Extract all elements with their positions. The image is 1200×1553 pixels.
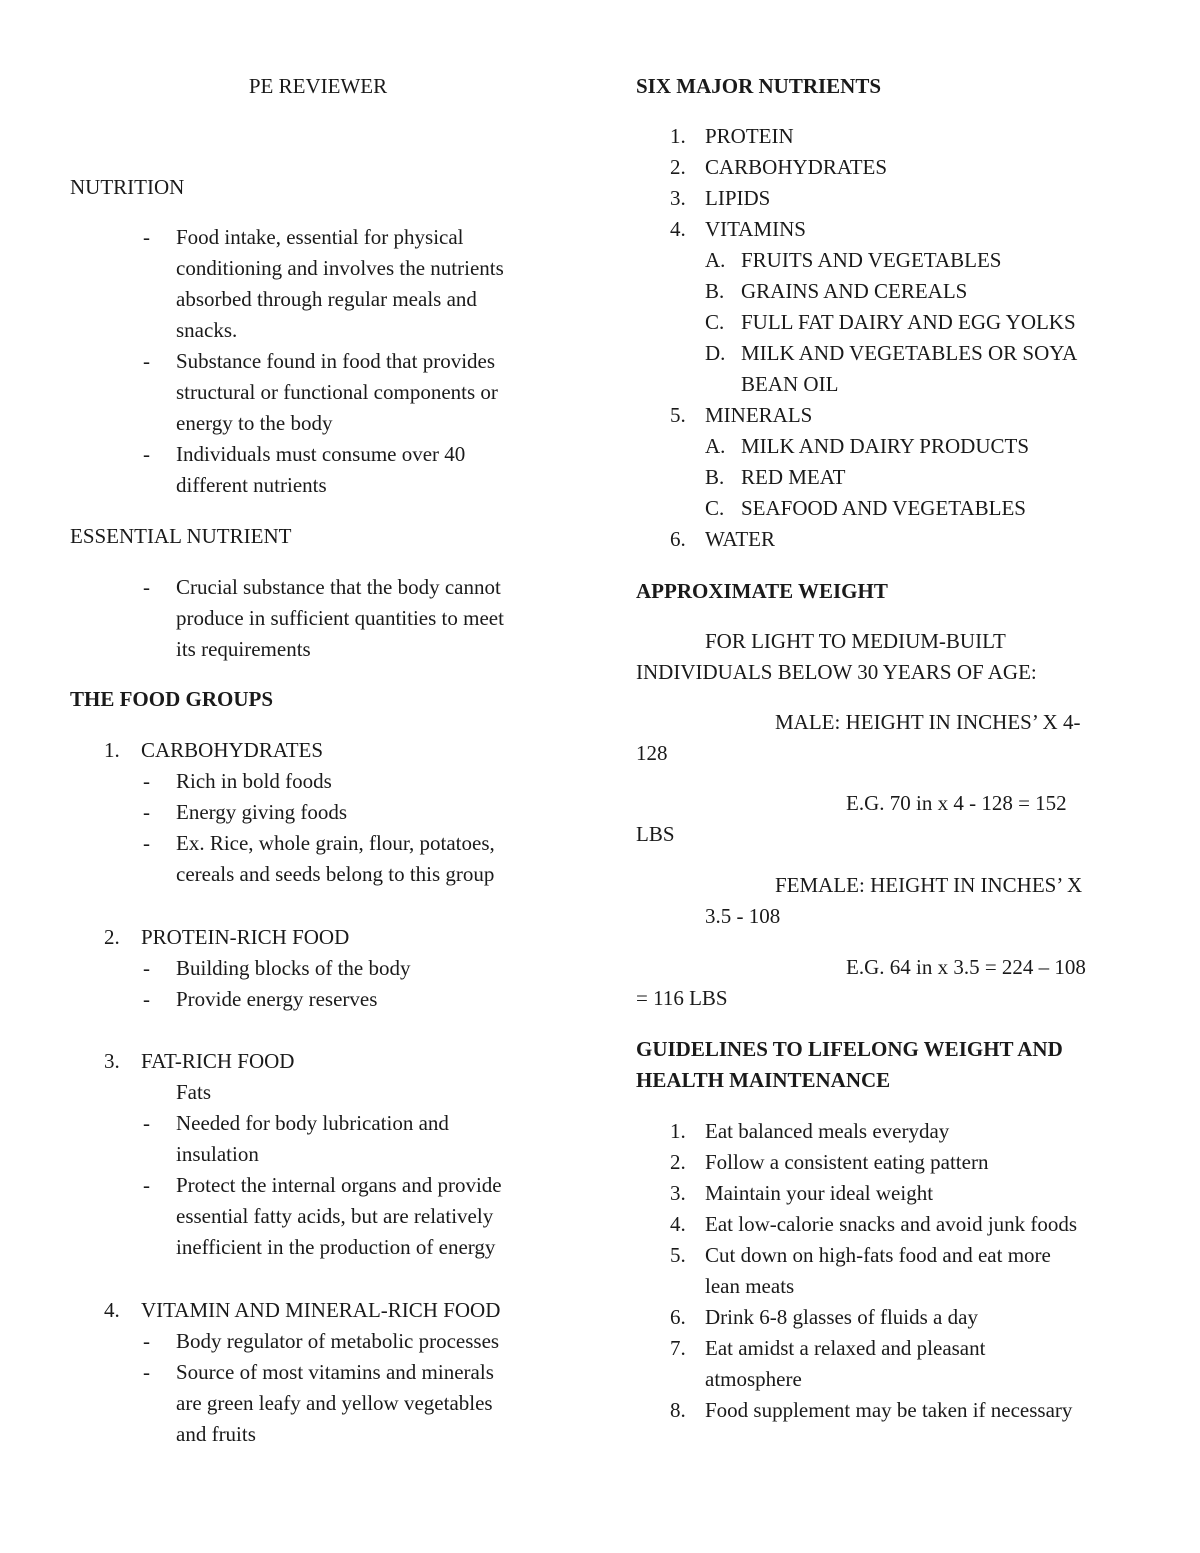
weight-intro: INDIVIDUALS BELOW 30 YEARS OF AGE: (636, 660, 1037, 684)
food-group-item: Protect the internal organs and provide (176, 1173, 502, 1197)
guideline-item: Eat amidst a relaxed and pleasant (705, 1336, 986, 1360)
nutrient-sub-letter: C. (705, 496, 725, 520)
male-weight-formula: 128 (636, 741, 668, 765)
essential-nutrient-item: produce in sufficient quantities to meet (176, 606, 504, 630)
nutrient-name: WATER (705, 527, 775, 551)
guideline-number: 7. (670, 1336, 686, 1360)
food-group-item: Ex. Rice, whole grain, flour, potatoes, (176, 831, 495, 855)
nutrient-sub-item: MILK AND DAIRY PRODUCTS (741, 434, 1030, 458)
essential-nutrient-item: Crucial substance that the body cannot (176, 575, 501, 599)
page-title: PE REVIEWER (248, 74, 388, 98)
food-group-item: Energy giving foods (176, 800, 348, 824)
nutrient-name: VITAMINS (705, 217, 806, 241)
nutrition-item: conditioning and involves the nutrients (176, 256, 504, 280)
nutrient-sub-item: FULL FAT DAIRY AND EGG YOLKS (741, 310, 1076, 334)
male-weight-formula: MALE: HEIGHT IN INCHES’ X 4- (775, 710, 1081, 734)
nutrition-item: Food intake, essential for physical (176, 225, 464, 249)
section-heading-essential-nutrient: ESSENTIAL NUTRIENT (70, 524, 292, 548)
guideline-item: lean meats (705, 1274, 795, 1298)
section-heading-guidelines: HEALTH MAINTENANCE (636, 1068, 891, 1092)
nutrient-sub-letter: C. (705, 310, 725, 334)
food-group-item: are green leafy and yellow vegetables (176, 1391, 493, 1415)
nutrition-item: snacks. (176, 318, 238, 342)
male-weight-example: LBS (636, 822, 675, 846)
food-group-number: 3. (104, 1049, 120, 1073)
nutrient-sub-item: GRAINS AND CEREALS (741, 279, 968, 303)
food-group-name: VITAMIN AND MINERAL-RICH FOOD (141, 1298, 501, 1322)
nutrient-sub-item: FRUITS AND VEGETABLES (741, 248, 1002, 272)
bullet-dash: - (143, 225, 150, 249)
guideline-item: Eat low-calorie snacks and avoid junk foods (705, 1212, 1078, 1236)
nutrient-sub-item: MILK AND VEGETABLES OR SOYA (741, 341, 1078, 365)
nutrient-sub-item: SEAFOOD AND VEGETABLES (741, 496, 1026, 520)
guideline-number: 2. (670, 1150, 686, 1174)
food-group-number: 4. (104, 1298, 120, 1322)
guideline-item: Drink 6-8 glasses of fluids a day (705, 1305, 978, 1329)
nutrient-number: 2. (670, 155, 686, 179)
nutrient-sub-letter: A. (705, 248, 726, 272)
guideline-item: Eat balanced meals everyday (705, 1119, 950, 1143)
food-group-item: essential fatty acids, but are relatively (176, 1204, 494, 1228)
food-group-item: Needed for body lubrication and (176, 1111, 449, 1135)
section-heading-six-major-nutrients: SIX MAJOR NUTRIENTS (636, 74, 882, 98)
nutrition-item: different nutrients (176, 473, 327, 497)
food-group-name: FAT-RICH FOOD (141, 1049, 295, 1073)
food-group-item: inefficient in the production of energy (176, 1235, 496, 1259)
guideline-item: Maintain your ideal weight (705, 1181, 934, 1205)
nutrient-name: MINERALS (705, 403, 813, 427)
essential-nutrient-item: its requirements (176, 637, 311, 661)
nutrient-number: 1. (670, 124, 686, 148)
bullet-dash: - (143, 1111, 150, 1135)
bullet-dash: - (143, 575, 150, 599)
food-group-item: insulation (176, 1142, 259, 1166)
nutrient-sub-item: RED MEAT (741, 465, 846, 489)
food-group-item: Rich in bold foods (176, 769, 332, 793)
food-group-name: CARBOHYDRATES (141, 738, 324, 762)
bullet-dash: - (143, 956, 150, 980)
nutrient-number: 6. (670, 527, 686, 551)
bullet-dash: - (143, 987, 150, 1011)
female-weight-formula: FEMALE: HEIGHT IN INCHES’ X (775, 873, 1083, 897)
food-group-item: Provide energy reserves (176, 987, 378, 1011)
food-group-number: 2. (104, 925, 120, 949)
bullet-dash: - (143, 1173, 150, 1197)
section-heading-approximate-weight: APPROXIMATE WEIGHT (636, 579, 888, 603)
guideline-number: 1. (670, 1119, 686, 1143)
female-weight-example: E.G. 64 in x 3.5 = 224 – 108 (846, 955, 1086, 979)
guideline-number: 4. (670, 1212, 686, 1236)
female-weight-formula: 3.5 - 108 (705, 904, 781, 928)
bullet-dash: - (143, 442, 150, 466)
guideline-item: Food supplement may be taken if necessary (705, 1398, 1073, 1422)
food-group-item: Body regulator of metabolic processes (176, 1329, 500, 1353)
food-group-subtitle: Fats (176, 1080, 212, 1104)
guideline-number: 3. (670, 1181, 686, 1205)
nutrient-number: 3. (670, 186, 686, 210)
guideline-item: Follow a consistent eating pattern (705, 1150, 989, 1174)
nutrient-sub-letter: A. (705, 434, 726, 458)
food-group-name: PROTEIN-RICH FOOD (141, 925, 350, 949)
bullet-dash: - (143, 1329, 150, 1353)
bullet-dash: - (143, 769, 150, 793)
guideline-item: Cut down on high-fats food and eat more (705, 1243, 1051, 1267)
nutrition-item: Individuals must consume over 40 (176, 442, 466, 466)
guideline-number: 8. (670, 1398, 686, 1422)
guideline-item: atmosphere (705, 1367, 802, 1391)
section-heading-nutrition: NUTRITION (70, 175, 185, 199)
section-heading-guidelines: GUIDELINES TO LIFELONG WEIGHT AND (636, 1037, 1063, 1061)
food-group-item: and fruits (176, 1422, 256, 1446)
nutrient-name: CARBOHYDRATES (705, 155, 888, 179)
male-weight-example: E.G. 70 in x 4 - 128 = 152 (846, 791, 1067, 815)
bullet-dash: - (143, 831, 150, 855)
bullet-dash: - (143, 800, 150, 824)
nutrient-number: 4. (670, 217, 686, 241)
nutrient-sub-item: BEAN OIL (741, 372, 839, 396)
food-group-item: Source of most vitamins and minerals (176, 1360, 494, 1384)
female-weight-example: = 116 LBS (636, 986, 728, 1010)
nutrient-number: 5. (670, 403, 686, 427)
food-group-item: Building blocks of the body (176, 956, 411, 980)
nutrition-item: Substance found in food that provides (176, 349, 496, 373)
nutrient-sub-letter: B. (705, 279, 725, 303)
bullet-dash: - (143, 349, 150, 373)
weight-intro: FOR LIGHT TO MEDIUM-BUILT (705, 629, 1006, 653)
nutrition-item: energy to the body (176, 411, 333, 435)
food-group-item: cereals and seeds belong to this group (176, 862, 495, 886)
nutrient-name: PROTEIN (705, 124, 794, 148)
nutrition-item: structural or functional components or (176, 380, 498, 404)
nutrient-sub-letter: B. (705, 465, 725, 489)
guideline-number: 5. (670, 1243, 686, 1267)
guideline-number: 6. (670, 1305, 686, 1329)
section-heading-food-groups: THE FOOD GROUPS (70, 687, 274, 711)
food-group-number: 1. (104, 738, 120, 762)
nutrition-item: absorbed through regular meals and (176, 287, 477, 311)
nutrient-name: LIPIDS (705, 186, 771, 210)
bullet-dash: - (143, 1360, 150, 1384)
nutrient-sub-letter: D. (705, 341, 726, 365)
